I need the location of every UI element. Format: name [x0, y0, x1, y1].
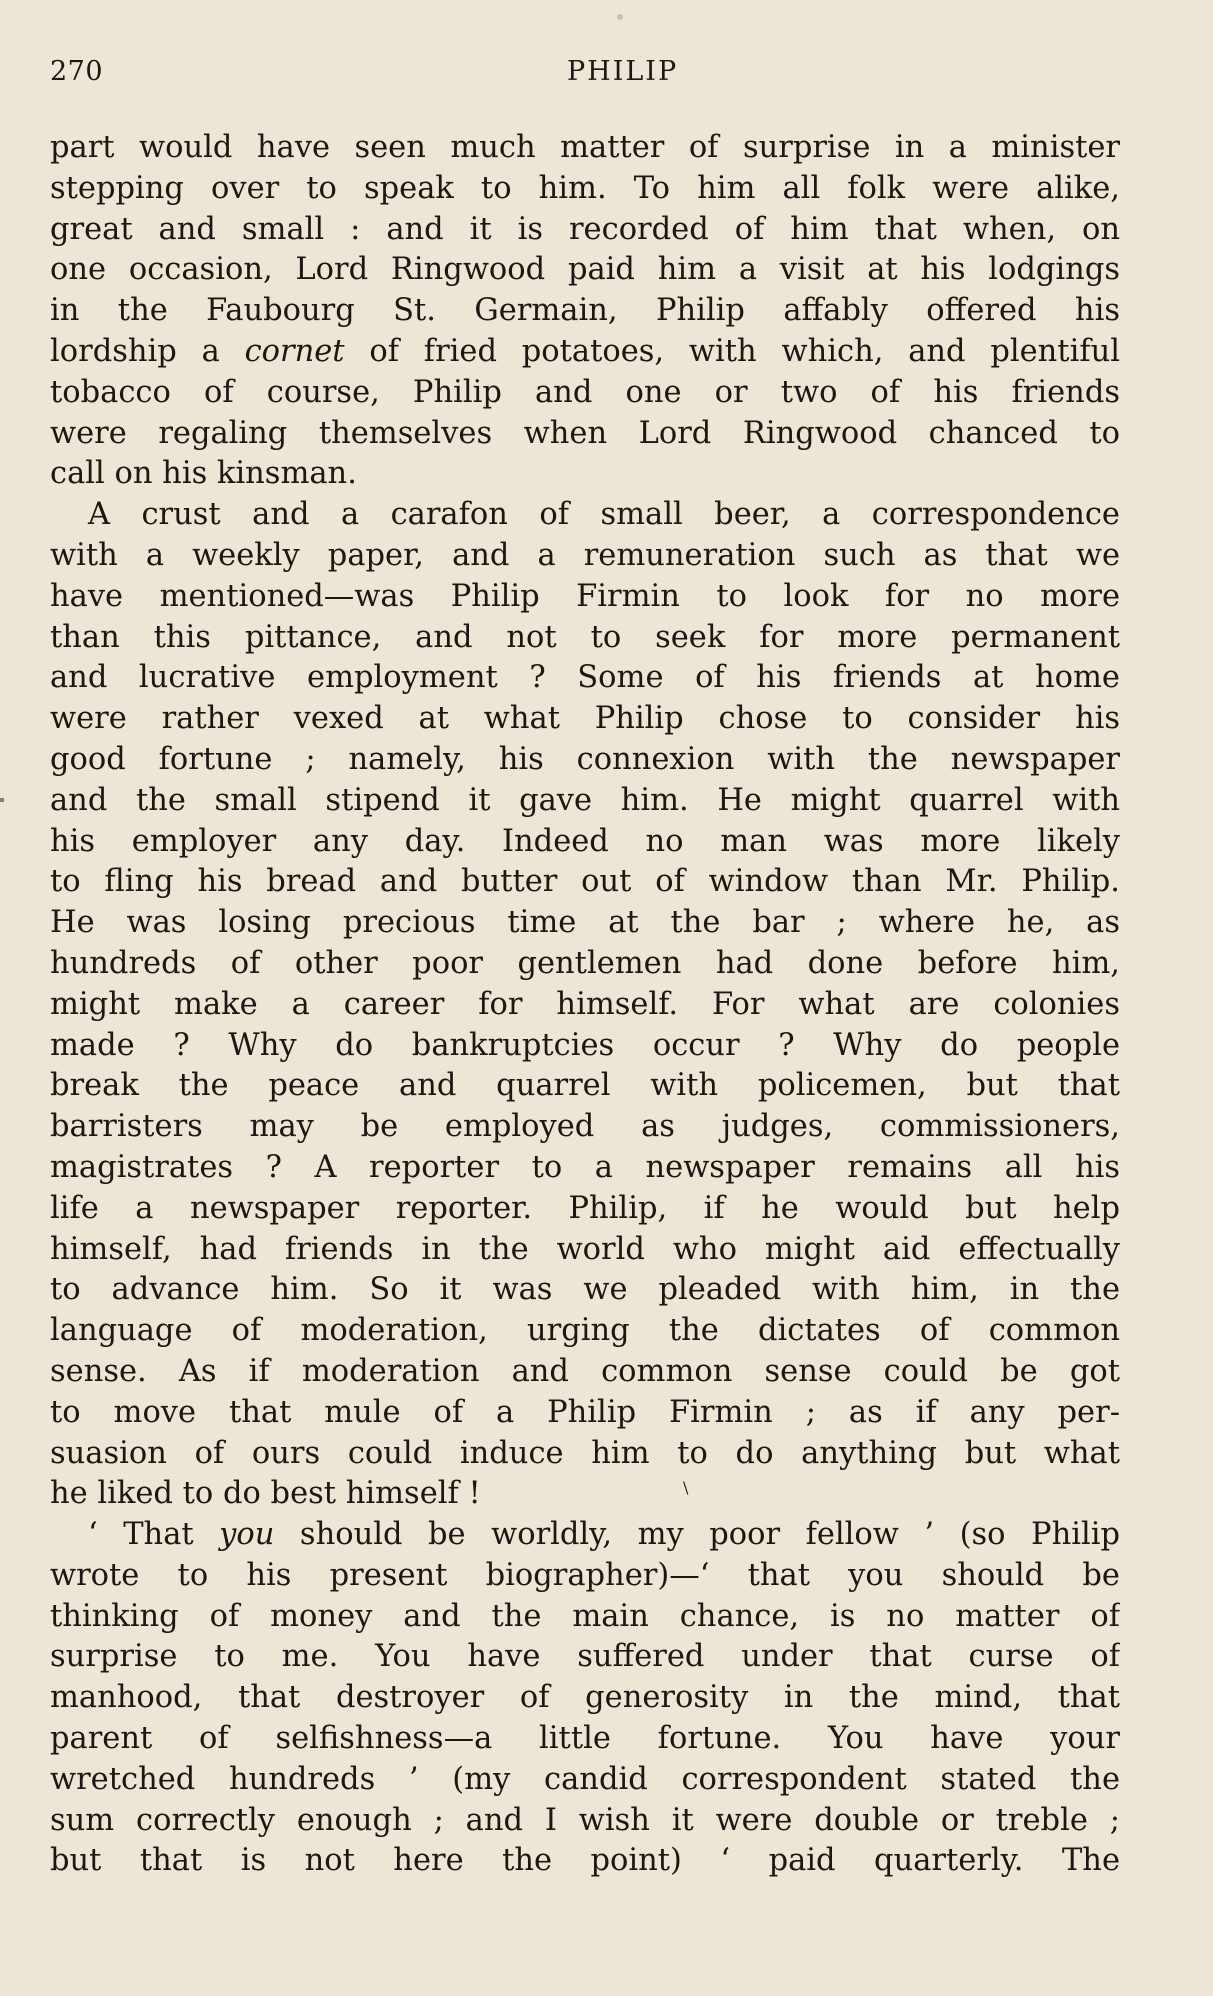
- text-line: might make a career for himself. For what are colonies: [50, 986, 1120, 1022]
- text-line: parent of selfishness—a little fortune. You have your: [50, 1721, 1120, 1757]
- text-line: life a newspaper reporter. Philip, if he would but help: [50, 1190, 1120, 1226]
- text-line: to advance him. So it was we pleaded with him, in the: [50, 1272, 1120, 1308]
- text-fragment: should be worldly, my poor fellow ’ (so Philip: [274, 1517, 1120, 1553]
- text-line: and lucrative employment ? Some of his friends at home: [50, 660, 1120, 696]
- text-line: sum correctly enough ; and I wish it were double or treble ;: [50, 1802, 1120, 1838]
- text-line: were rather vexed at what Philip chose to consider his: [50, 701, 1120, 737]
- text-fragment: of fried potatoes, with which, and plentiful: [344, 333, 1120, 369]
- text-line: but that is not here the point) ‘ paid quarterly. The: [50, 1843, 1120, 1879]
- text-line: stepping over to speak to him. To him all folk were alike,: [50, 170, 1120, 206]
- text-line: part would have seen much matter of surprise in a minister: [50, 130, 1120, 165]
- text-line: made ? Why do bankruptcies occur ? Why do people: [50, 1027, 1120, 1063]
- text-line: than this pittance, and not to seek for more permanent: [50, 619, 1120, 655]
- text-line: have mentioned—was Philip Firmin to look for no more: [50, 578, 1120, 614]
- page-header: [50, 56, 1120, 96]
- page-number: 270: [50, 56, 104, 87]
- text-line: himself, had friends in the world who might aid effectually: [50, 1231, 1120, 1267]
- italic-word: you: [219, 1517, 275, 1553]
- text-line: in the Faubourg St. Germain, Philip affably offered his: [50, 293, 1120, 329]
- text-line: language of moderation, urging the dictates of common: [50, 1313, 1120, 1349]
- text-line: A crust and a carafon of small beer, a correspondence: [88, 497, 1120, 533]
- text-line: magistrates ? A reporter to a newspaper remains all his: [50, 1149, 1120, 1185]
- italic-word: cornet: [244, 333, 345, 369]
- text-line: his employer any day. Indeed no man was more likely: [50, 823, 1120, 859]
- text-line: break the peace and quarrel with policemen, but that: [50, 1068, 1120, 1104]
- text-line: call on his kinsman.: [50, 456, 357, 492]
- text-line: [50, 332, 1120, 373]
- text-line: great and small : and it is recorded of him that when, on: [50, 211, 1120, 247]
- text-line: suasion of ours could induce him to do anything but what: [50, 1435, 1120, 1471]
- text-line: surprise to me. You have suffered under that curse of: [50, 1639, 1120, 1675]
- text-line: with a weekly paper, and a remuneration such as that we: [50, 537, 1120, 573]
- text-line: good fortune ; namely, his connexion with the newspaper: [50, 741, 1120, 777]
- text-fragment: lordship a: [50, 333, 245, 369]
- text-line: barristers may be employed as judges, commissioners,: [50, 1109, 1120, 1145]
- text-line: were regaling themselves when Lord Ringwood chanced to: [50, 415, 1120, 451]
- text-fragment: ‘ That: [88, 1517, 220, 1553]
- text-line: thinking of money and the main chance, is no matter of: [50, 1598, 1120, 1634]
- text-line: wretched hundreds ’ (my candid correspondent stated the: [50, 1761, 1120, 1797]
- paper-speck: [617, 14, 623, 20]
- body-text: [50, 128, 1120, 1882]
- text-line: hundreds of other poor gentlemen had done before him,: [50, 945, 1120, 981]
- text-line: wrote to his present biographer)—‘ that you should be: [50, 1557, 1120, 1593]
- text-line: [50, 1515, 1120, 1556]
- margin-speck: [0, 798, 4, 802]
- text-line: to fling his bread and butter out of window than Mr. Philip.: [50, 864, 1120, 900]
- text-line: one occasion, Lord Ringwood paid him a visit at his lodgings: [50, 252, 1120, 288]
- text-line: He was losing precious time at the bar ; where he, as: [50, 905, 1120, 941]
- text-line: manhood, that destroyer of generosity in the mind, that: [50, 1680, 1120, 1716]
- stray-ink-mark: \: [683, 1478, 689, 1497]
- running-title: PHILIP: [567, 56, 679, 87]
- text-line: to move that mule of a Philip Firmin ; as if any per-: [50, 1394, 1120, 1430]
- text-line: sense. As if moderation and common sense could be got: [50, 1353, 1120, 1389]
- text-line: he liked to do best himself !: [50, 1476, 481, 1512]
- text-line: and the small stipend it gave him. He might quarrel with: [50, 782, 1120, 818]
- text-line: tobacco of course, Philip and one or two of his friends: [50, 374, 1120, 410]
